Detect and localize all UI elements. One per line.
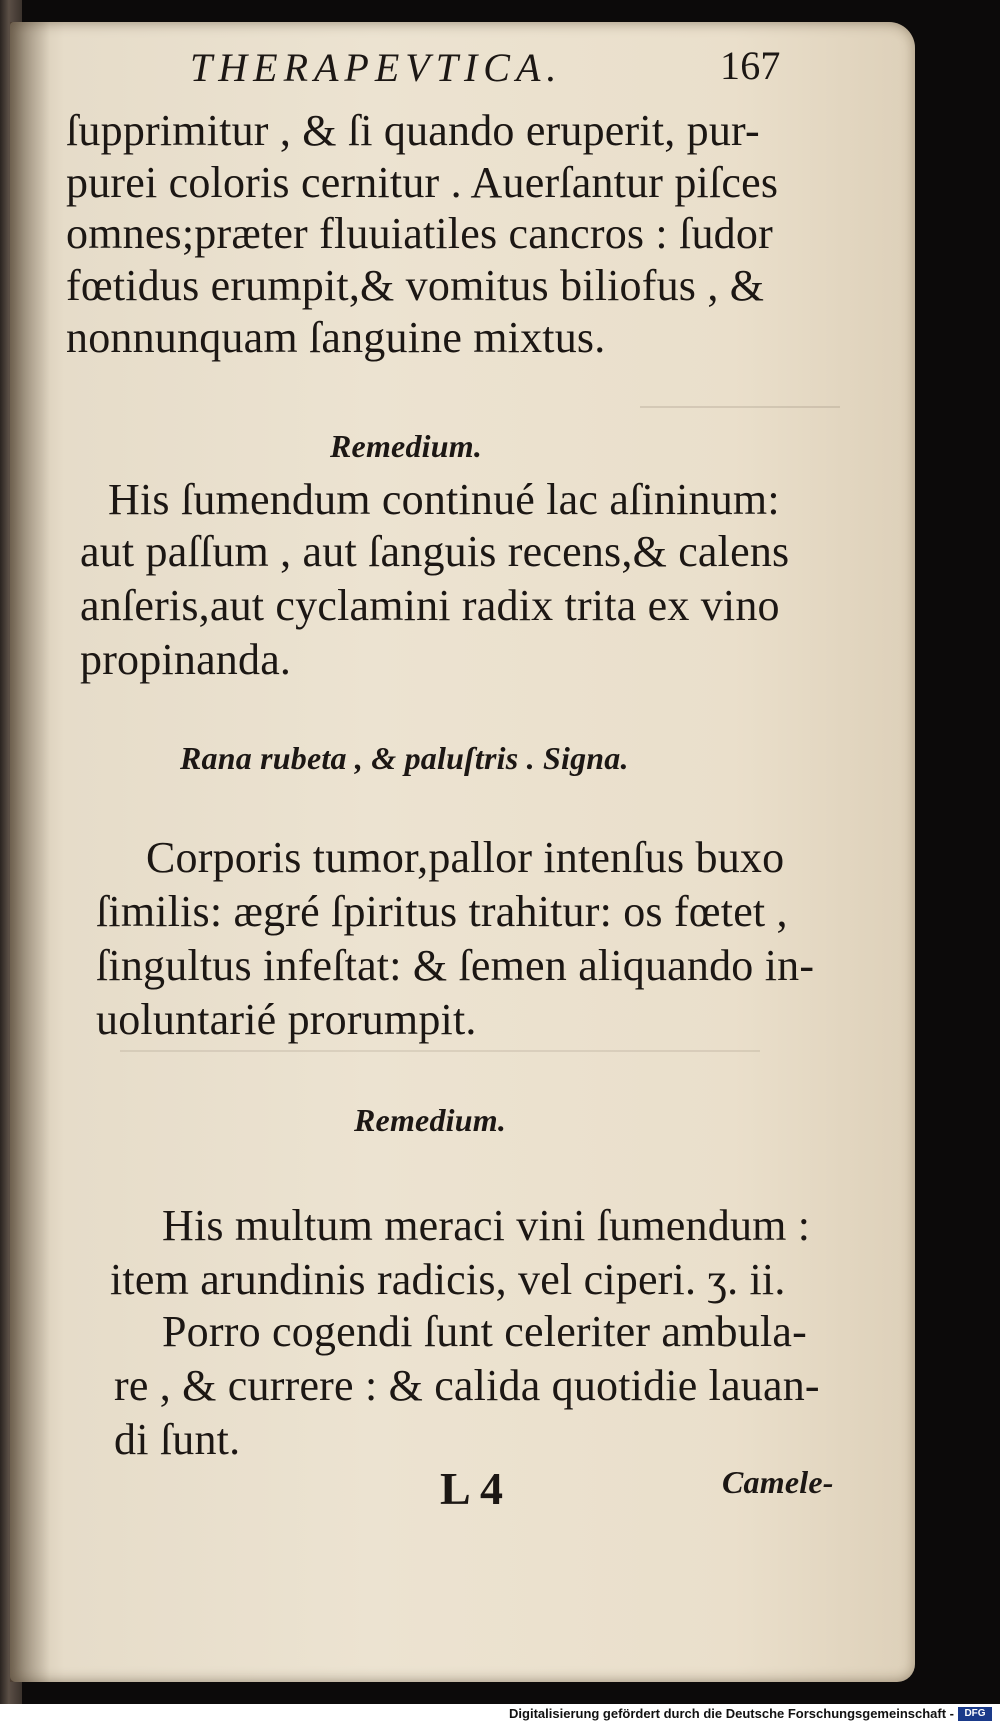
text-line: ſimilis: ægré ſpiritus trahitur: os fœtet ,	[96, 887, 788, 936]
section-heading: Rana rubeta , & paluſtris . Signa.	[180, 740, 629, 776]
dfg-logo: DFG	[958, 1707, 992, 1721]
text-line: propinanda.	[80, 635, 292, 684]
text-line: fœtidus erumpit,& vomitus biliofus , &	[66, 261, 765, 310]
page-number: 167	[720, 43, 781, 88]
text-line: anſeris,aut cyclamini radix trita ex vino	[80, 581, 780, 630]
text-line: uoluntarié prorumpit.	[96, 995, 477, 1044]
show-through-texture	[640, 366, 840, 408]
signature-mark: L 4	[440, 1463, 504, 1514]
page-gutter-shadow	[10, 22, 50, 1682]
text-line: item arundinis radicis, vel ciperi. ʒ. ii.	[110, 1255, 786, 1304]
text-line: ſingultus infeſtat: & ſemen aliquando in-	[96, 941, 815, 990]
text-line: aut paſſum , aut ſanguis recens,& calens	[80, 527, 790, 576]
text-line: di ſunt.	[114, 1415, 241, 1464]
text-line: Porro cogendi ſunt celeriter ambula-	[162, 1307, 807, 1356]
section-heading: Remedium.	[330, 428, 483, 464]
text-line: re , & currere : & calida quotidie lauan-	[114, 1361, 820, 1410]
section-heading: Remedium.	[354, 1102, 507, 1138]
text-line: omnes;præter fluuiatiles cancros : ſudor	[66, 209, 773, 258]
text-line: His multum meraci vini ſumendum :	[162, 1201, 811, 1250]
catchword: Camele-	[722, 1464, 834, 1500]
text-line: purei coloris cernitur . Auerſantur piſces	[66, 158, 779, 207]
text-line: nonnunquam ſanguine mixtus.	[66, 313, 606, 362]
text-line: Corporis tumor,pallor intenſus buxo	[146, 833, 785, 882]
text-line: His ſumendum continué lac aſininum:	[108, 475, 780, 524]
digitization-note: Digitalisierung gefördert durch die Deutsche Forschungsgemeinschaft -	[509, 1706, 954, 1721]
running-header: THERAPEVTICA.	[190, 45, 563, 90]
text-line: ſupprimitur , & ſi quando eruperit, pur-	[66, 106, 760, 155]
